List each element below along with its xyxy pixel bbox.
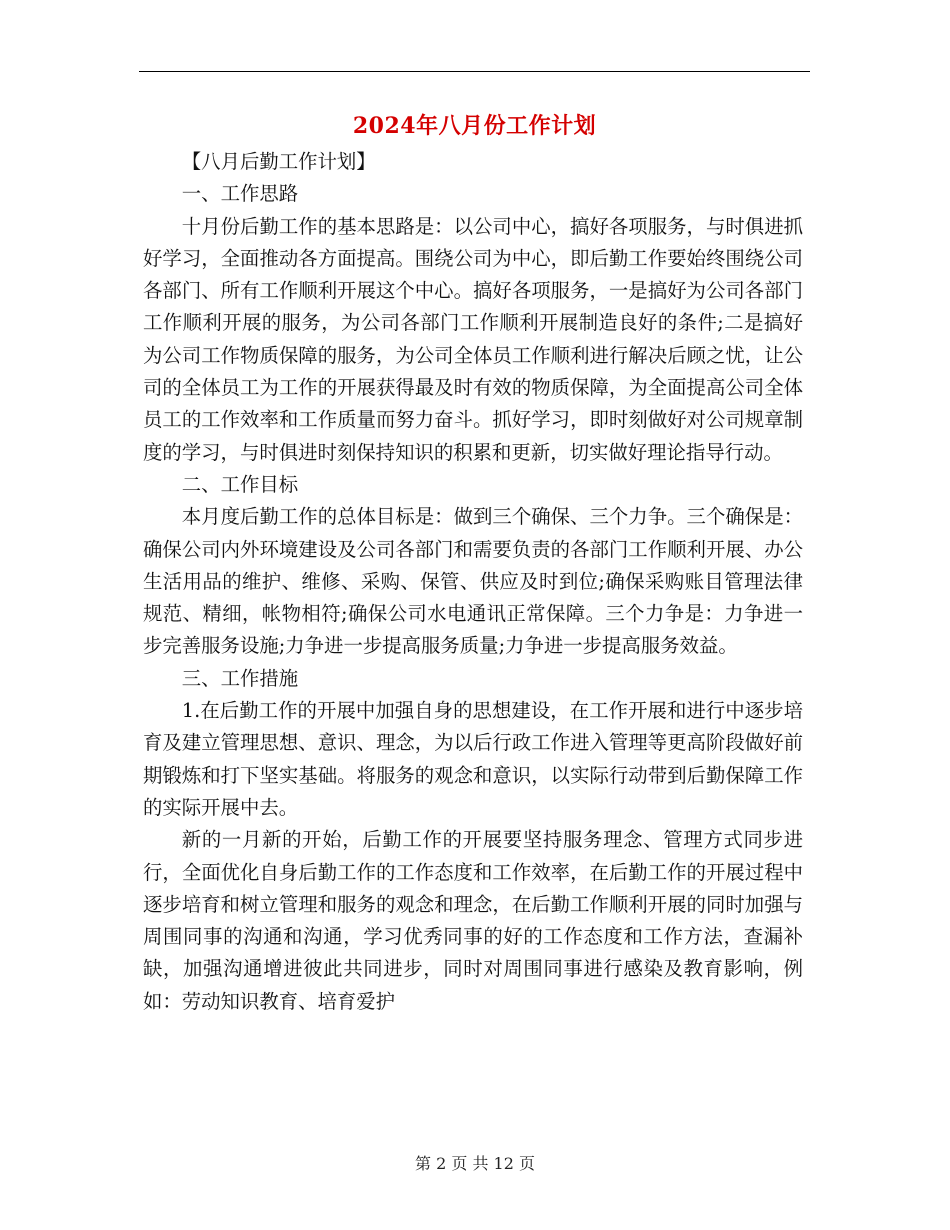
page-number-footer: 第 2 页 共 12 页	[415, 1154, 535, 1173]
section-heading-logistics-plan: 【八月后勤工作计划】	[181, 150, 376, 173]
section-heading-work-approach: 一、工作思路	[181, 182, 299, 206]
paragraph-work-approach: 十月份后勤工作的基本思路是：以公司中心，搞好各项服务，与时俱进抓好学习，全面推动各方面提高。围绕公司为中心，即后勤工作要始终围绕公司各部门、所有工作顺利开展这个中心。搞好各项服务，一是搞好为公司各部门工作顺利开展的服务，为公司各部门工作顺利开展制造良好的条件;二是搞好为公司工作物质保障的服务，为公司全体员工作顺利进行解决后顾之忧，让公司的全体员工为工作的开展获得最及时有效的物质保障，为全面提高公司全体员工的工作效率和工作质量而努力奋斗。抓好学习，即时刻做好对公司规章制度的学习，与时俱进时刻保持知识的积累和更新，切实做好理论指导行动。	[143, 214, 803, 464]
section-heading-work-goals: 二、工作目标	[181, 472, 299, 496]
document-body	[143, 146, 803, 1018]
document-title: 2024年八月份工作计划	[352, 113, 597, 139]
header-rule	[139, 71, 810, 72]
paragraph-measure-1: 1.在后勤工作的开展中加强自身的思想建设，在工作开展和进行中逐步培育及建立管理思想、意识、理念，为以后行政工作进入管理等更高阶段做好前期锻炼和打下坚实基础。将服务的观念和意识，以实际行动带到后勤保障工作的实际开展中去。	[143, 699, 803, 819]
paragraph-new-month: 新的一月新的开始，后勤工作的开展要坚持服务理念、管理方式同步进行，全面优化自身后勤工作的工作态度和工作效率，在后勤工作的开展过程中逐步培育和树立管理和服务的观念和理念，在后勤工作顺利开展的同时加强与周围同事的沟通和沟通，学习优秀同事的好的工作态度和工作方法，查漏补缺，加强沟通增进彼此共同进步，同时对周围同事进行感染及教育影响，例如：劳动知识教育、培育爱护	[143, 828, 803, 1013]
section-heading-work-measures: 三、工作措施	[181, 666, 299, 690]
paragraph-work-goals: 本月度后勤工作的总体目标是：做到三个确保、三个力争。三个确保是：确保公司内外环境建设及公司各部门和需要负责的各部门工作顺利开展、办公生活用品的维护、维修、采购、保管、供应及时到位;确保采购账目管理法律规范、精细，帐物相符;确保公司水电通讯正常保障。三个力争是：力争进一步完善服务设施;力争进一步提高服务质量;力争进一步提高服务效益。	[143, 505, 803, 658]
